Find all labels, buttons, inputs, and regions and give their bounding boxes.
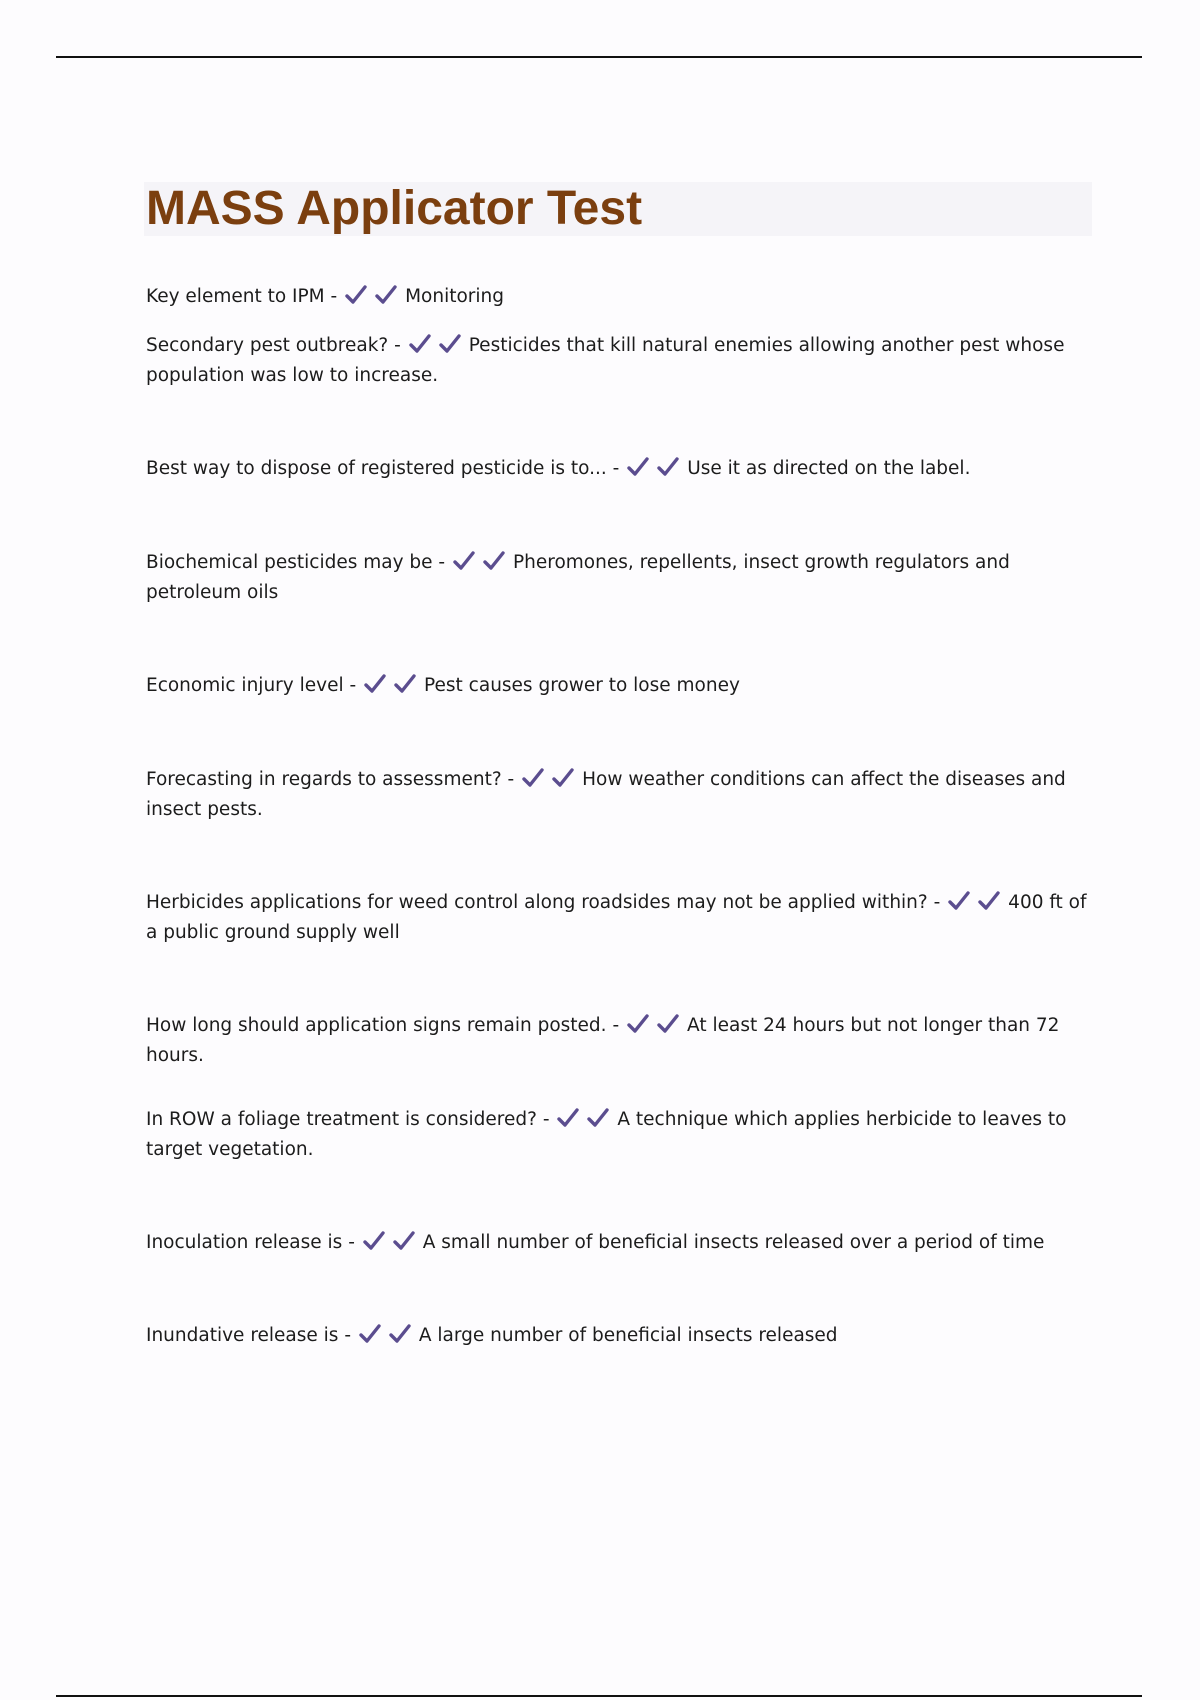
question-text: In ROW a foliage treatment is considered? [146, 1109, 537, 1130]
checkmark-icon [627, 457, 649, 477]
qa-item [146, 1105, 1096, 1165]
answer-text: At least 24 hours but not longer than 72 hours. [146, 1015, 1060, 1066]
checkmark-icon [627, 1014, 649, 1034]
question-text: Best way to dispose of registered pesticide is to... [146, 458, 607, 479]
answer-text: Pheromones, repellents, insect growth regulators and petroleum oils [146, 552, 1010, 603]
answer-text: A technique which applies herbicide to leaves to target vegetation. [146, 1109, 1067, 1160]
separator: - [432, 552, 451, 573]
answer-marker [345, 286, 405, 307]
checkmark-icon [375, 285, 397, 305]
separator: - [606, 458, 626, 479]
document-title: MASS Applicator Test [146, 182, 643, 235]
answer-marker [359, 1325, 419, 1346]
checkmark-icon [439, 334, 461, 354]
answer-text: Pest causes grower to lose money [424, 675, 740, 696]
checkmark-icon [394, 674, 416, 694]
answer-marker [627, 458, 687, 479]
checkmark-icon [363, 1231, 385, 1251]
question-text: Forecasting in regards to assessment? [146, 769, 502, 790]
answer-marker [557, 1109, 617, 1130]
qa-item [146, 765, 1096, 825]
checkmark-icon [552, 768, 574, 788]
answer-marker [522, 769, 582, 790]
qa-item [146, 1321, 1096, 1351]
checkmark-icon [393, 1231, 415, 1251]
answer-marker [453, 552, 513, 573]
question-text: Inundative release is [146, 1325, 339, 1346]
answer-text: Pesticides that kill natural enemies allowing another pest whose population was low to increase. [146, 335, 1065, 386]
qa-item [146, 331, 1096, 391]
checkmark-icon [587, 1108, 609, 1128]
answer-marker [627, 1015, 687, 1036]
question-text: Secondary pest outbreak? [146, 335, 389, 356]
answer-text: 400 ft of a public ground supply well [146, 892, 1087, 943]
checkmark-icon [359, 1324, 381, 1344]
answer-marker [364, 675, 424, 696]
separator: - [606, 1015, 625, 1036]
checkmark-icon [345, 285, 367, 305]
separator: - [324, 286, 344, 307]
qa-item [146, 1011, 1096, 1071]
checkmark-icon [483, 551, 505, 571]
question-text: Key element to IPM [146, 286, 325, 307]
question-text: Economic injury level [146, 675, 344, 696]
question-text: Biochemical pesticides may be [146, 552, 433, 573]
checkmark-icon [453, 551, 475, 571]
checkmark-icon [364, 674, 386, 694]
separator: - [343, 675, 363, 696]
separator: - [388, 335, 407, 356]
separator: - [501, 769, 521, 790]
checkmark-icon [557, 1108, 579, 1128]
checkmark-icon [409, 334, 431, 354]
checkmark-icon [657, 1014, 679, 1034]
separator: - [536, 1109, 556, 1130]
qa-item [146, 1228, 1096, 1258]
top-rule [56, 56, 1142, 58]
question-text: Inoculation release is [146, 1232, 343, 1253]
answer-text: Monitoring [405, 286, 504, 307]
checkmark-icon [978, 891, 1000, 911]
qa-item [146, 888, 1096, 948]
qa-item [146, 454, 1096, 484]
qa-item [146, 282, 1096, 312]
checkmark-icon [657, 457, 679, 477]
checkmark-icon [948, 891, 970, 911]
question-text: How long should application signs remain posted. [146, 1015, 607, 1036]
answer-marker [409, 335, 469, 356]
separator: - [342, 1232, 361, 1253]
qa-item [146, 671, 1096, 701]
qa-item [146, 548, 1096, 608]
checkmark-icon [389, 1324, 411, 1344]
separator: - [338, 1325, 357, 1346]
answer-text: Use it as directed on the label. [687, 458, 971, 479]
question-text: Herbicides applications for weed control along roadsides may not be applied within? [146, 892, 928, 913]
answer-marker [363, 1232, 423, 1253]
answer-text: A small number of beneficial insects released over a period of time [422, 1232, 1045, 1253]
answer-marker [948, 892, 1008, 913]
answer-text: A large number of beneficial insects released [418, 1325, 838, 1346]
checkmark-icon [522, 768, 544, 788]
bottom-rule [56, 1695, 1142, 1697]
answer-text: How weather conditions can affect the diseases and insect pests. [146, 769, 1066, 820]
separator: - [927, 892, 947, 913]
